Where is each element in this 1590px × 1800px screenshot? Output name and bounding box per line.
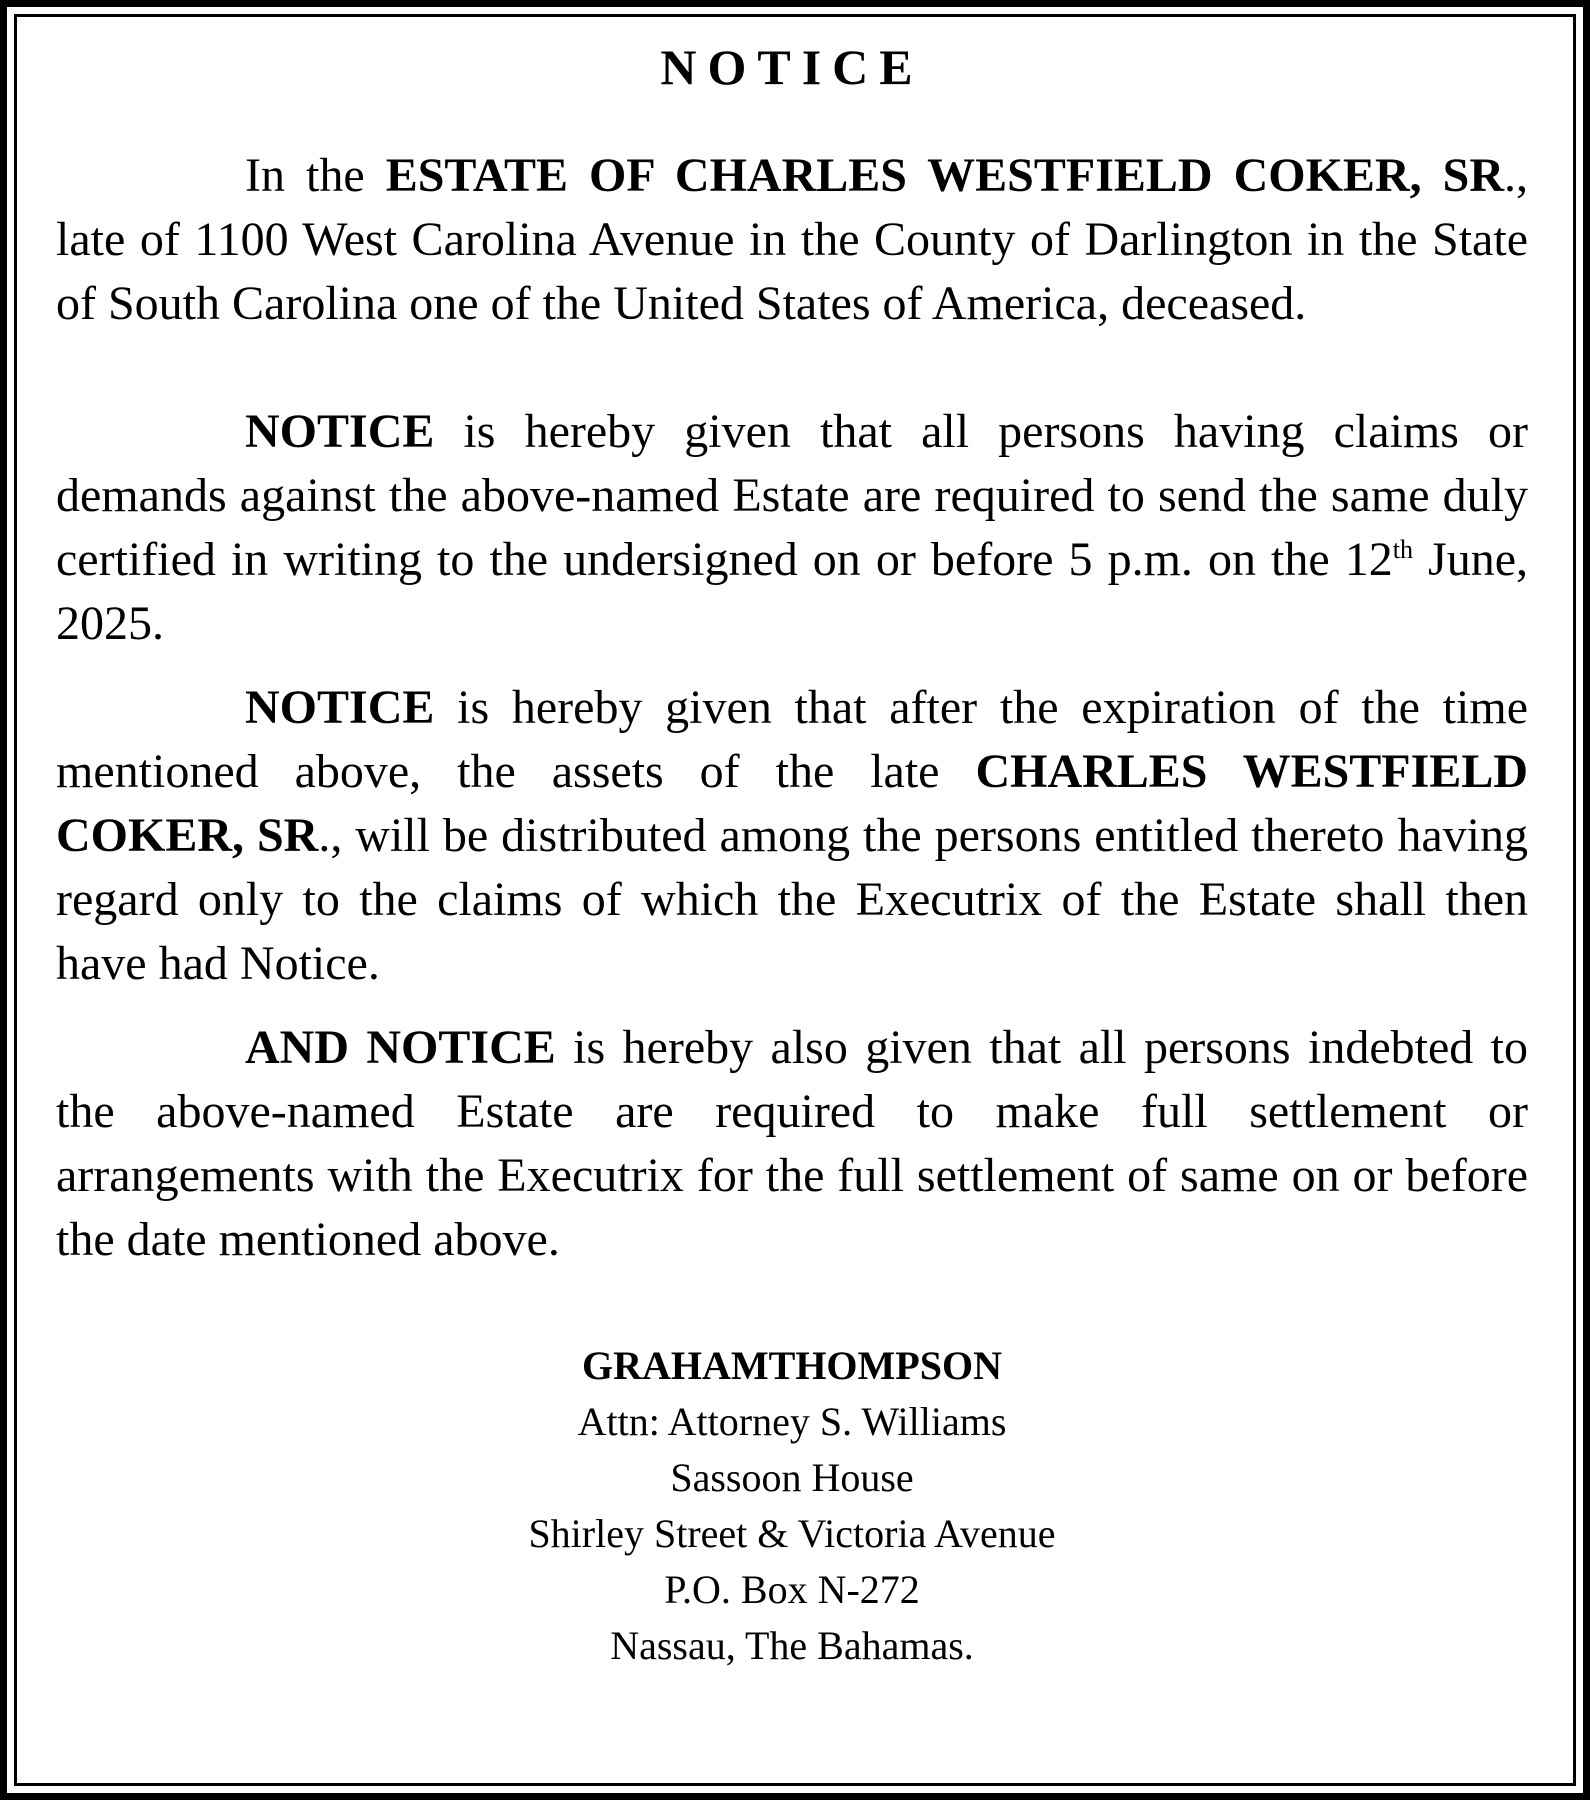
po-box-line: P.O. Box N-272: [664, 1567, 920, 1612]
distribution-paragraph: [56, 676, 1528, 996]
city-line: Nassau, The Bahamas.: [610, 1623, 974, 1668]
notice-title: NOTICE: [660, 39, 924, 95]
distribution-text-end: ., will be distributed among the persons entitled thereto having regard only to the claims of which the Executrix of the Estate shall then have had Notice.: [56, 809, 1529, 990]
estate-intro: In the: [245, 149, 386, 202]
notice-document: [56, 32, 1528, 1674]
firm-name: GRAHAMTHOMPSON: [582, 1343, 1002, 1388]
distribution-notice-label: NOTICE: [245, 681, 435, 734]
claims-date: June, 2025.: [56, 533, 1528, 650]
signature-block: [56, 1338, 1528, 1674]
attention-line: Attn: Attorney S. Williams: [577, 1399, 1007, 1444]
indebted-text: is hereby also given that all persons indebted to the above-named Estate are required to make full settlement or arrangements with the Executrix for the full settlement of same on or before the date mentioned above.: [56, 1021, 1528, 1266]
claims-text: is hereby given that all persons having claims or demands against the above-named Estate are required to send the same duly certified in writing to the undersigned on or before 5 p.m. on the 12: [56, 405, 1528, 586]
date-ordinal: th: [1392, 535, 1413, 564]
claims-paragraph: [56, 400, 1528, 656]
estate-name: ESTATE OF CHARLES WESTFIELD COKER, SR: [385, 149, 1504, 202]
building-line: Sassoon House: [670, 1455, 914, 1500]
estate-paragraph: [56, 144, 1528, 336]
deceased-name: CHARLES WESTFIELD COKER, SR: [56, 745, 1528, 862]
street-line: Shirley Street & Victoria Avenue: [528, 1511, 1056, 1556]
indebted-paragraph: [56, 1016, 1528, 1272]
estate-details: ., late of 1100 West Carolina Avenue in the County of Darlington in the State of South Carolina one of the United States of America, deceased.: [56, 149, 1528, 330]
claims-notice-label: NOTICE: [245, 405, 435, 458]
indebted-notice-label: AND NOTICE: [245, 1021, 556, 1074]
distribution-text: is hereby given that after the expiration of the time mentioned above, the assets of the late: [56, 681, 1528, 798]
